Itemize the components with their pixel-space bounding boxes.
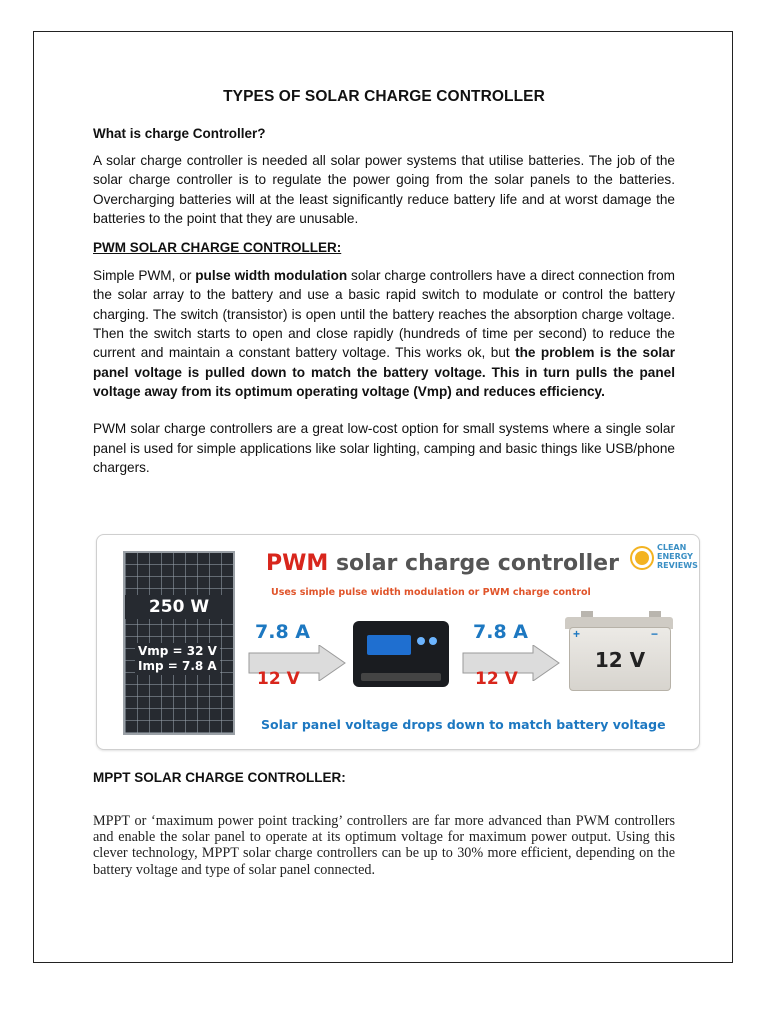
section-subheading: What is charge Controller?: [93, 126, 266, 141]
controller-led: [429, 637, 437, 645]
title-pwm: PWM: [266, 551, 329, 576]
battery-voltage-label: 12 V: [594, 648, 646, 672]
panel-imp: Imp = 7.8 A: [138, 659, 217, 673]
title-rest: solar charge controller: [328, 551, 619, 576]
pwm-text-bold-term: pulse width modulation: [195, 268, 348, 284]
panel-vmp: Vmp = 32 V: [138, 644, 217, 658]
pwm-paragraph-2: PWM solar charge controllers are a great low-cost option for small systems where a single solar panel is used for simple applications like solar lighting, camping and basic things like USB/phone chargers.: [93, 421, 675, 475]
panel-spec-label: [135, 643, 220, 675]
brand-line-3: REVIEWS: [657, 561, 698, 570]
infographic-caption: Solar panel voltage drops down to match battery voltage: [261, 717, 666, 732]
pwm-text-a: Simple PWM, or: [93, 268, 196, 284]
pwm-paragraph-1: [93, 266, 675, 401]
controller-terminals: [361, 673, 441, 681]
intro-paragraph: A solar charge controller is needed all solar power systems that utilise batteries. The job of the solar charge controller is to regulate the power going from the solar panels to the batteries. Overcharging batteries will at the least significantly reduce battery life and at worst damage the batteries to the point that they are unusable.: [93, 153, 675, 226]
panel-watt-label: 250 W: [125, 595, 233, 619]
infographic-subtitle: Uses simple pulse width modulation or PWM charge control: [271, 587, 591, 598]
solar-panel-image: [123, 551, 235, 735]
brand-line-1: CLEAN: [657, 543, 687, 552]
pwm-text-c: solar charge controllers have a direct connection from the solar array to the battery and use a basic rapid switch to modulate or control the battery charging. The switch (transistor) is open until the battery reaches the absorption charge voltage. Then the switch starts to open and close rapidly (hundreds of time per second) to reduce the current and maintain a constant battery voltage. This works ok, but: [93, 268, 675, 361]
controller-led: [417, 637, 425, 645]
mppt-heading: MPPT SOLAR CHARGE CONTROLLER:: [93, 770, 346, 785]
sun-icon: [635, 551, 649, 565]
document-title: TYPES OF SOLAR CHARGE CONTROLLER: [223, 88, 545, 105]
infographic-title: [266, 551, 619, 576]
pwm-heading: PWM SOLAR CHARGE CONTROLLER:: [93, 240, 342, 256]
battery-minus-sign: −: [651, 627, 659, 641]
charge-controller-image: [353, 621, 449, 687]
brand-line-2: ENERGY: [657, 552, 693, 561]
mppt-paragraph: MPPT or ‘maximum power point tracking’ controllers are far more advanced than PWM controllers and enable the solar panel to operate at its optimum voltage for maximum power output. Using this clever technology, MPPT solar charge controllers can be up to 30% more efficient, depending on the battery voltage and type of solar panel connected.: [93, 813, 675, 878]
pwm-text-bold-problem: the problem is the solar panel voltage is pulled down to match the battery voltage. This in turn pulls the panel voltage away from its optimum operating voltage (Vmp) and reduces efficiency.: [93, 345, 675, 399]
battery-plus-sign: +: [573, 627, 581, 641]
output-current-label: 7.8 A: [473, 621, 528, 643]
document-body: [93, 88, 675, 477]
controller-screen: [367, 635, 411, 655]
input-current-label: 7.8 A: [255, 621, 310, 643]
output-voltage-label: 12 V: [475, 669, 518, 689]
input-voltage-label: 12 V: [257, 669, 300, 689]
clean-energy-reviews-logo: [629, 543, 699, 583]
pwm-infographic: [96, 534, 700, 750]
